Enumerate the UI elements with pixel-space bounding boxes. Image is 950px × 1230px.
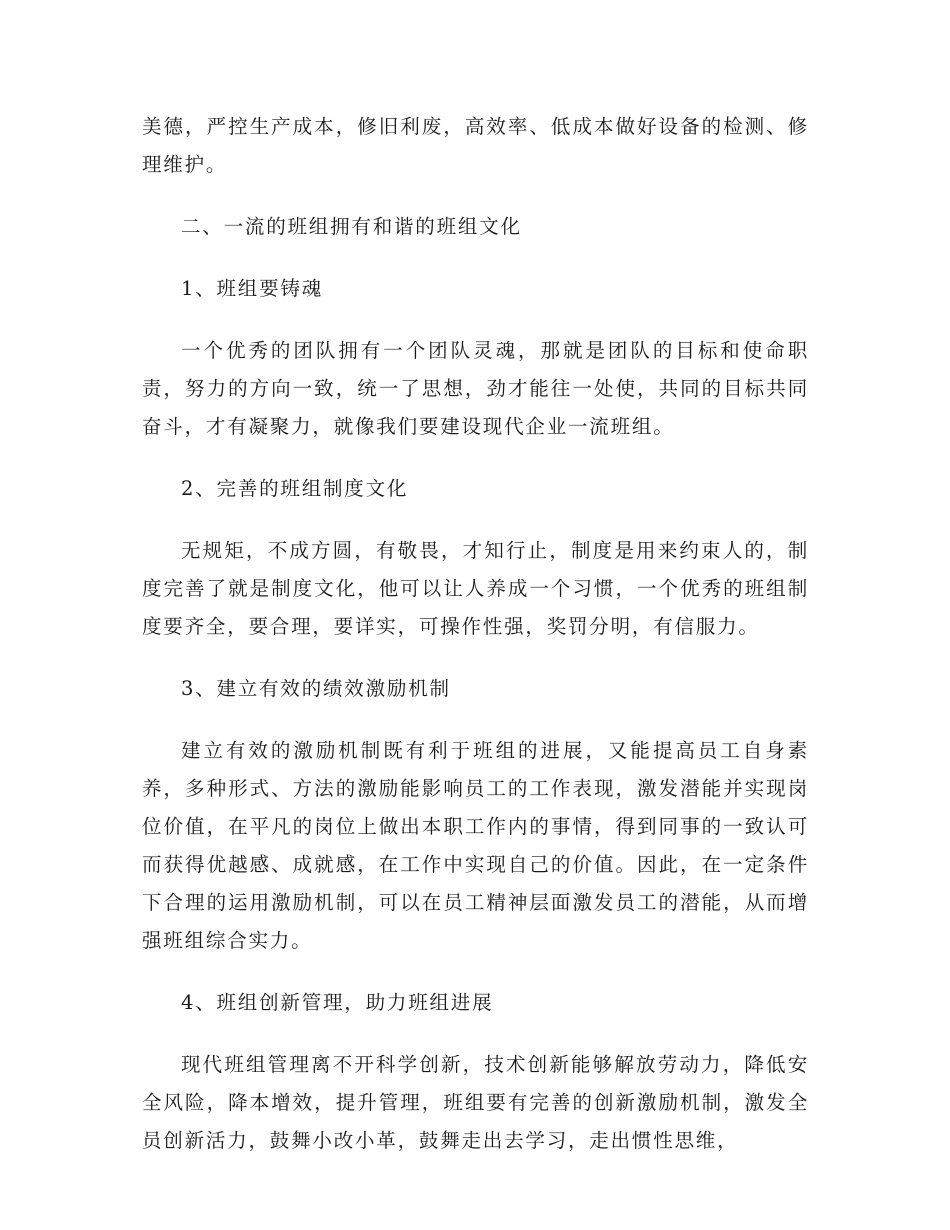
document-body [142,108,809,1160]
subsection-heading: 4、班组创新管理，助力班组进展 [181,991,494,1014]
body-paragraph: 现代班组管理离不开科学创新，技术创新能够解放劳动力，降低安全风险，降本增效，提升管理，班组要有完善的创新激励机制，激发全员创新活力，鼓舞小改小革，鼓舞走出去学习，走出惯性思维， [142,1053,809,1152]
section-heading: 二、一流的班组拥有和谐的班组文化 [181,215,522,238]
subsection-heading: 3、建立有效的绩效激励机制 [181,677,451,700]
body-paragraph: 一个优秀的团队拥有一个团队灵魂，那就是团队的目标和使命职责，努力的方向一致，统一了思想，劲才能往一处使，共同的目标共同奋斗，才有凝聚力，就像我们要建设现代企业一流班组。 [142,339,809,438]
body-paragraph: 无规矩，不成方圆，有敬畏，才知行止，制度是用来约束人的，制度完善了就是制度文化，他可以让人养成一个习惯，一个优秀的班组制度要齐全，要合理，要详实，可操作性强，奖罚分明，有信服力。 [142,539,809,638]
subsection-heading: 2、完善的班组制度文化 [181,477,409,500]
body-paragraph: 建立有效的激励机制既有利于班组的进展，又能提高员工自身素养，多种形式、方法的激励能影响员工的工作表现，激发潜能并实现岗位价值，在平凡的岗位上做出本职工作内的事情，得到同事的一致认可而获得优越感、成就感，在工作中实现自己的价值。因此，在一定条件下合理的运用激励机制，可以在员工精神层面激发员工的潜能，从而增强班组综合实力。 [142,739,809,952]
paragraph-continued: 美德，严控生产成本，修旧利废，高效率、低成本做好设备的检测、修理维护。 [142,115,809,176]
subsection-heading: 1、班组要铸魂 [181,277,324,300]
